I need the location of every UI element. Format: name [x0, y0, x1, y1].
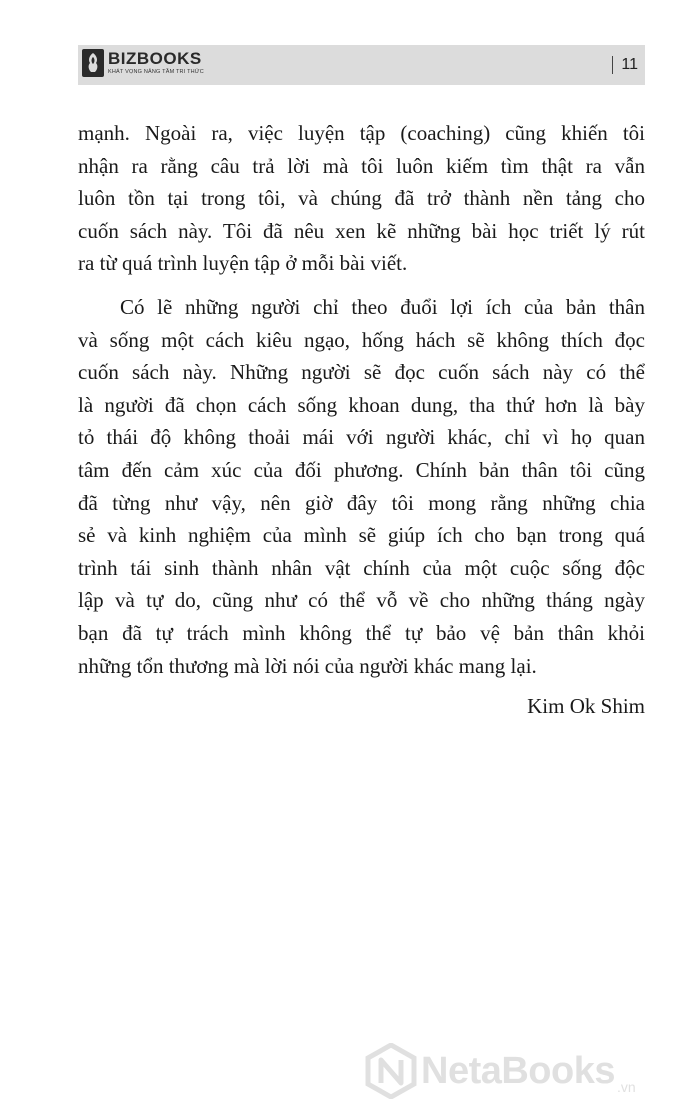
paragraph-1 [78, 117, 645, 280]
watermark-text: NetaBooks [421, 1050, 615, 1092]
watermark-suffix: .vn [617, 1079, 636, 1095]
publisher-logo [82, 49, 204, 77]
watermark [365, 1043, 636, 1099]
text-line: tỏ thái độ không thoải mái với người khác, chỉ vì họ quan [78, 425, 645, 450]
text-line: những tổn thương mà lời nói của người khác mang lại. [78, 653, 537, 678]
text-line: luôn tồn tại trong tôi, và chúng đã trở thành nền tảng cho [78, 186, 645, 211]
page-number: 11 [621, 56, 638, 73]
text-line: cuốn sách này. Tôi đã nêu xen kẽ những bài học triết lý rút [78, 218, 645, 243]
author-signature: Kim Ok Shim [527, 694, 645, 719]
text-line: ra từ quá trình luyện tập ở mỗi bài viết. [78, 251, 408, 276]
page-number-area [612, 56, 638, 74]
text-line: là người đã chọn cách sống khoan dung, tha thứ hơn là bày [78, 392, 645, 417]
paragraph-2 [78, 291, 645, 682]
page-number-divider [612, 56, 613, 74]
text-line: cuốn sách này. Những người sẽ đọc cuốn sách này có thể [78, 360, 645, 385]
text-line: tâm đến cảm xúc của đối phương. Chính bản thân tôi cũng [78, 457, 645, 482]
netabooks-hexagon-icon [365, 1043, 417, 1099]
bizbooks-emblem-icon [82, 49, 104, 77]
text-line: đã từng như vậy, nên giờ đây tôi mong rằng những chia [78, 490, 645, 515]
text-line: trình tái sinh thành nhân vật chính của một cuộc sống độc [78, 555, 645, 580]
text-line: bạn đã tự trách mình không thể tự bảo vệ bản thân khỏi [78, 620, 645, 645]
text-line: sẻ và kinh nghiệm của mình sẽ giúp ích cho bạn trong quá [78, 523, 645, 548]
text-line: nhận ra rằng câu trả lời mà tôi luôn kiếm tìm thật ra vẫn [78, 153, 645, 178]
text-line: và sống một cách kiêu ngạo, hống hách sẽ không thích đọc [78, 327, 645, 352]
text-line: mạnh. Ngoài ra, việc luyện tập (coaching) cũng khiến tôi [78, 121, 645, 145]
body-text [78, 117, 645, 723]
logo-tagline: KHÁT VỌNG NÂNG TẦM TRI THỨC [108, 69, 204, 76]
text-line: Có lẽ những người chỉ theo đuổi lợi ích của bản thân [120, 294, 645, 319]
logo-name: BIZBOOKS [108, 49, 202, 69]
text-line: lập và tự do, cũng như có thể vỗ về cho những tháng ngày [78, 588, 645, 613]
